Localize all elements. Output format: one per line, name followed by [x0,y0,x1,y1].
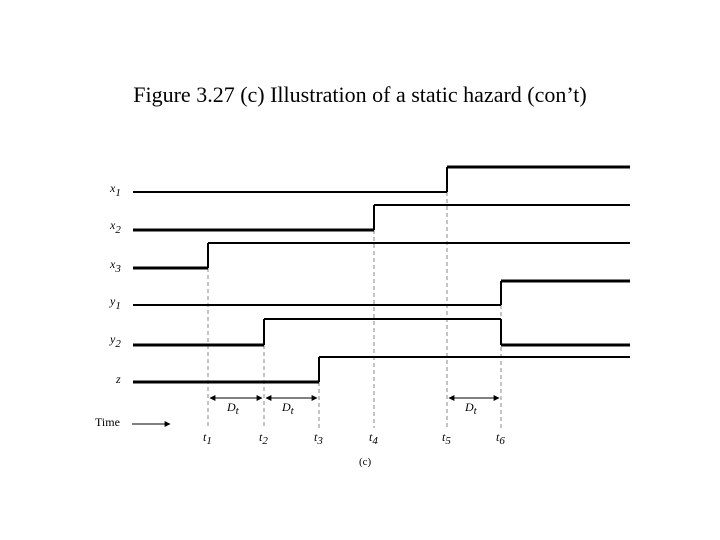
svg-text:t6: t6 [496,430,505,447]
svg-text:x3: x3 [110,257,121,275]
svg-text:t1: t1 [203,430,212,447]
svg-text:t4: t4 [369,430,378,447]
time-marker-t3 [314,430,323,447]
delay-arrow-t5-t6 [449,398,499,417]
signal-label-x3 [109,257,121,275]
time-axis-label [95,415,170,429]
time-marker-t4 [369,430,378,447]
svg-text:Dt: Dt [465,400,477,417]
waveform-x2 [133,205,630,230]
svg-text:Time: Time [95,415,120,429]
delay-arrow-t1-t2 [210,398,262,417]
signal-label-x2 [109,218,121,236]
svg-text:x2: x2 [110,218,121,236]
time-marker-t5 [442,430,451,447]
delay-arrow-t2-t3 [266,398,317,417]
svg-text:t3: t3 [314,430,323,447]
svg-text:y2: y2 [110,332,121,350]
svg-text:Dt: Dt [282,400,294,417]
time-marker-t1 [203,430,212,447]
signal-label-y1 [109,294,121,312]
time-marker-t6 [496,430,505,447]
svg-text:Dt: Dt [227,400,239,417]
waveform-x1 [133,167,630,192]
signal-label-x1 [109,181,121,199]
svg-text:y1: y1 [110,294,121,312]
svg-text:x1: x1 [110,181,121,199]
signal-label-y2 [109,332,121,350]
svg-text:z: z [116,372,121,386]
svg-text:t2: t2 [259,430,268,447]
waveform-x3 [133,243,630,268]
time-marker-t2 [259,430,268,447]
subfigure-label: (c) [359,456,372,468]
signal-label-z [115,372,121,386]
svg-text:t5: t5 [442,430,451,447]
figure-title: Figure 3.27 (c) Illustration of a static hazard (con’t) [133,82,587,107]
